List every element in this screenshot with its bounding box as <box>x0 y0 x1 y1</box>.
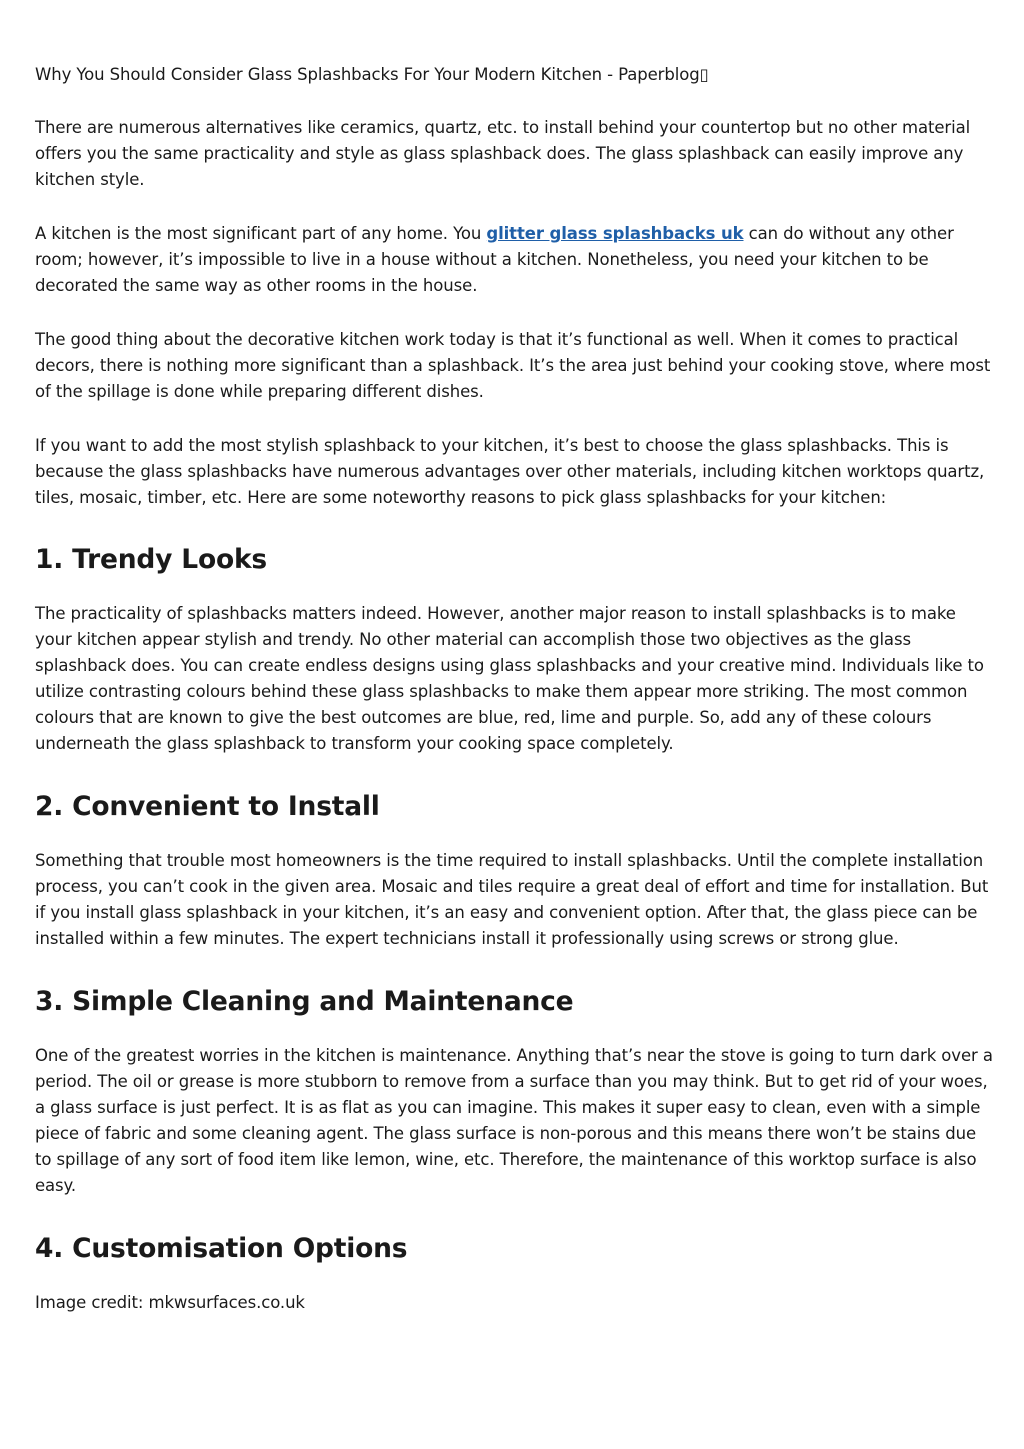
document-title: Why You Should Consider Glass Splashbacks For Your Modern Kitchen - Paperblog▯ <box>35 65 709 84</box>
intro-paragraph-3: The good thing about the decorative kitchen work today is that it’s functional as well. When it comes to practical decors, there is nothing more significant than a splashback. It’s the area just behind your cooking stove, where most of the spillage is done while preparing different dishes. <box>35 330 991 401</box>
glitter-glass-splashbacks-link[interactable]: glitter glass splashbacks uk <box>486 224 744 243</box>
section-body-convenient-install: Something that trouble most homeowners is the time required to install splashbacks. Until the complete installation process, you can’t cook in the given area. Mosaic and tiles require a great deal of effort and time for installation. But if you install glass splashback in your kitchen, it’s an easy and convenient option. After that, the glass piece can be installed within a few minutes. The expert technicians install it professionally using screws or strong glue. <box>35 851 989 948</box>
document-page <box>35 62 995 1344</box>
intro-paragraph-2-before: A kitchen is the most significant part of any home. You <box>35 224 487 243</box>
intro-paragraph-1: There are numerous alternatives like ceramics, quartz, etc. to install behind your countertop but no other material offers you the same practicality and style as glass splashback does. The glass splashback can easily improve any kitchen style. <box>35 118 971 189</box>
section-body-cleaning-maintenance: One of the greatest worries in the kitchen is maintenance. Anything that’s near the stove is going to turn dark over a period. The oil or grease is more stubborn to remove from a surface than you may think. But to get rid of your woes, a glass surface is just perfect. It is as flat as you can imagine. This makes it super easy to clean, even with a simple piece of fabric and some cleaning agent. The glass surface is non-porous and this means there won’t be stains due to spillage of any sort of food item like lemon, wine, etc. Therefore, the maintenance of this worktop surface is also easy. <box>35 1046 993 1195</box>
intro-paragraph-2 <box>35 221 995 299</box>
section-heading-trendy-looks: 1. Trendy Looks <box>35 544 267 575</box>
section-heading-customisation: 4. Customisation Options <box>35 1233 408 1264</box>
section-body-trendy-looks: The practicality of splashbacks matters indeed. However, another major reason to install splashbacks is to make your kitchen appear stylish and trendy. No other material can accomplish those two objectives as the glass splashback does. You can create endless designs using glass splashbacks and your creative mind. Individuals like to utilize contrasting colours behind these glass splashbacks to make them appear more striking. The most common colours that are known to give the best outcomes are blue, red, lime and purple. So, add any of these colours underneath the glass splashback to transform your cooking space completely. <box>35 604 984 753</box>
intro-paragraph-4: If you want to add the most stylish splashback to your kitchen, it’s best to choose the glass splashbacks. This is because the glass splashbacks have numerous advantages over other materials, including kitchen worktops quartz, tiles, mosaic, timber, etc. Here are some noteworthy reasons to pick glass splashbacks for your kitchen: <box>35 436 985 507</box>
section-heading-convenient-install: 2. Convenient to Install <box>35 791 380 822</box>
intro-paragraph-2-after: can do without any other room; however, it’s impossible to live in a house without a kitchen. Nonetheless, you need your kitchen to be decorated the same way as other rooms in the house. <box>35 224 954 295</box>
image-credit: Image credit: mkwsurfaces.co.uk <box>35 1293 305 1312</box>
section-heading-cleaning-maintenance: 3. Simple Cleaning and Maintenance <box>35 986 574 1017</box>
